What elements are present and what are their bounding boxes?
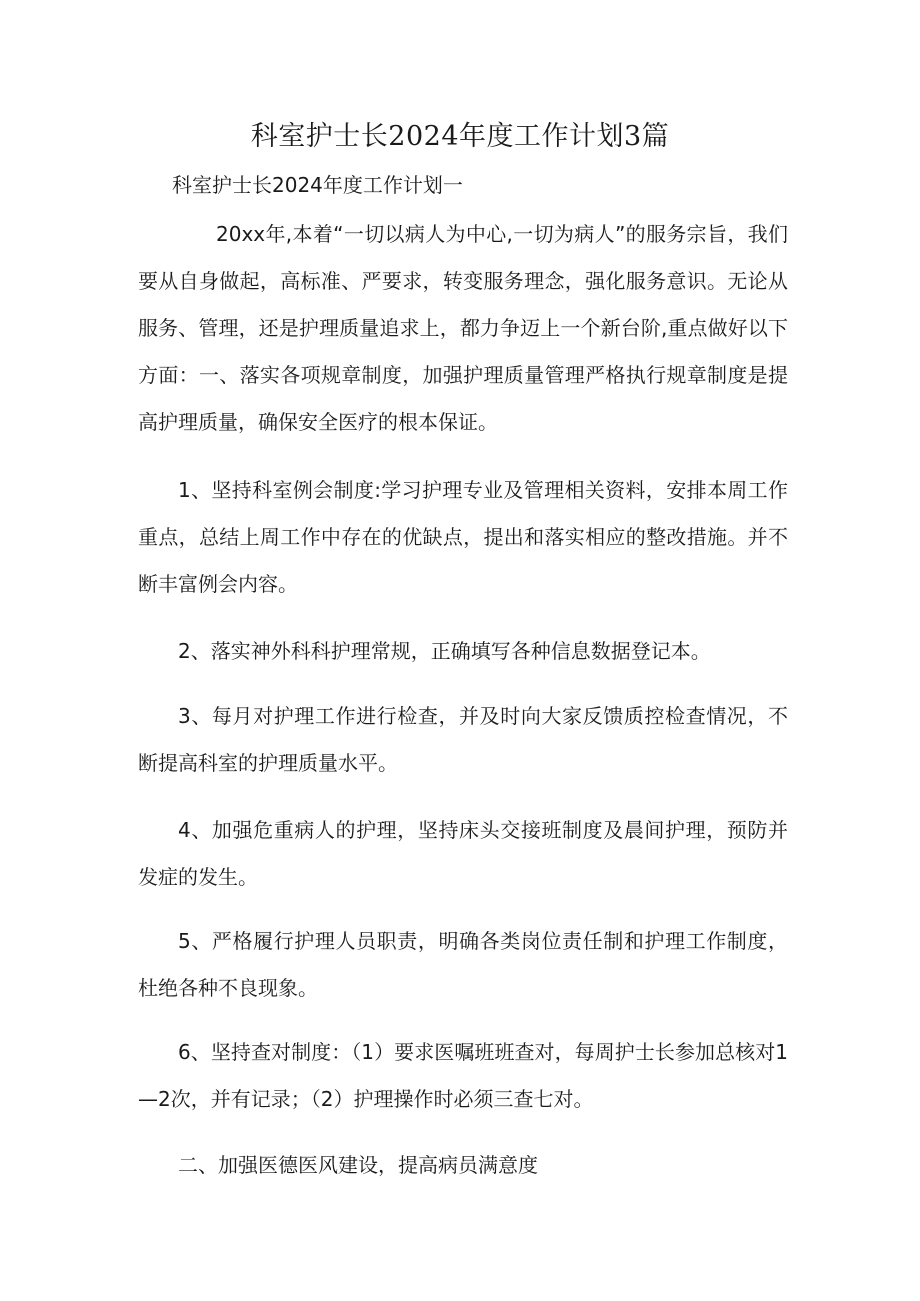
item-paragraph-6: 6、坚持查对制度：（1）要求医嘱班班查对，每周护士长参加总核对1—2次，并有记录；（2）护理操作时必须三查七对。 <box>138 1040 788 1111</box>
item-paragraph-4: 4、加强危重病人的护理，坚持床头交接班制度及晨间护理，预防并发症的发生。 <box>138 818 788 889</box>
item-paragraph-1: 1、坚持科室例会制度:学习护理专业及管理相关资料，安排本周工作重点，总结上周工作中存在的优缺点，提出和落实相应的整改措施。并不断丰富例会内容。 <box>138 478 788 596</box>
document-title: 科室护士长2024年度工作计划3篇 <box>250 121 670 152</box>
document-subtitle: 科室护士长2024年度工作计划一 <box>172 173 463 197</box>
intro-paragraph: 20xx年,本着“一切以病人为中心,一切为病人”的服务宗旨，我们要从自身做起，高标准、严要求，转变服务理念，强化服务意识。无论从服务、管理，还是护理质量追求上，都力争迈上一个新台阶,重点做好以下方面：一、落实各项规章制度，加强护理质量管理严格执行规章制度是提高护理质量，确保安全医疗的根本保证。 <box>138 222 788 434</box>
item-paragraph-3: 3、每月对护理工作进行检查，并及时向大家反馈质控检查情况，不断提高科室的护理质量水平。 <box>138 704 788 775</box>
section-heading-2: 二、加强医德医风建设，提高病员满意度 <box>178 1153 538 1177</box>
item-paragraph-2: 2、落实神外科科护理常规，正确填写各种信息数据登记本。 <box>178 639 711 663</box>
item-paragraph-5: 5、严格履行护理人员职责，明确各类岗位责任制和护理工作制度，杜绝各种不良现象。 <box>138 929 788 1000</box>
